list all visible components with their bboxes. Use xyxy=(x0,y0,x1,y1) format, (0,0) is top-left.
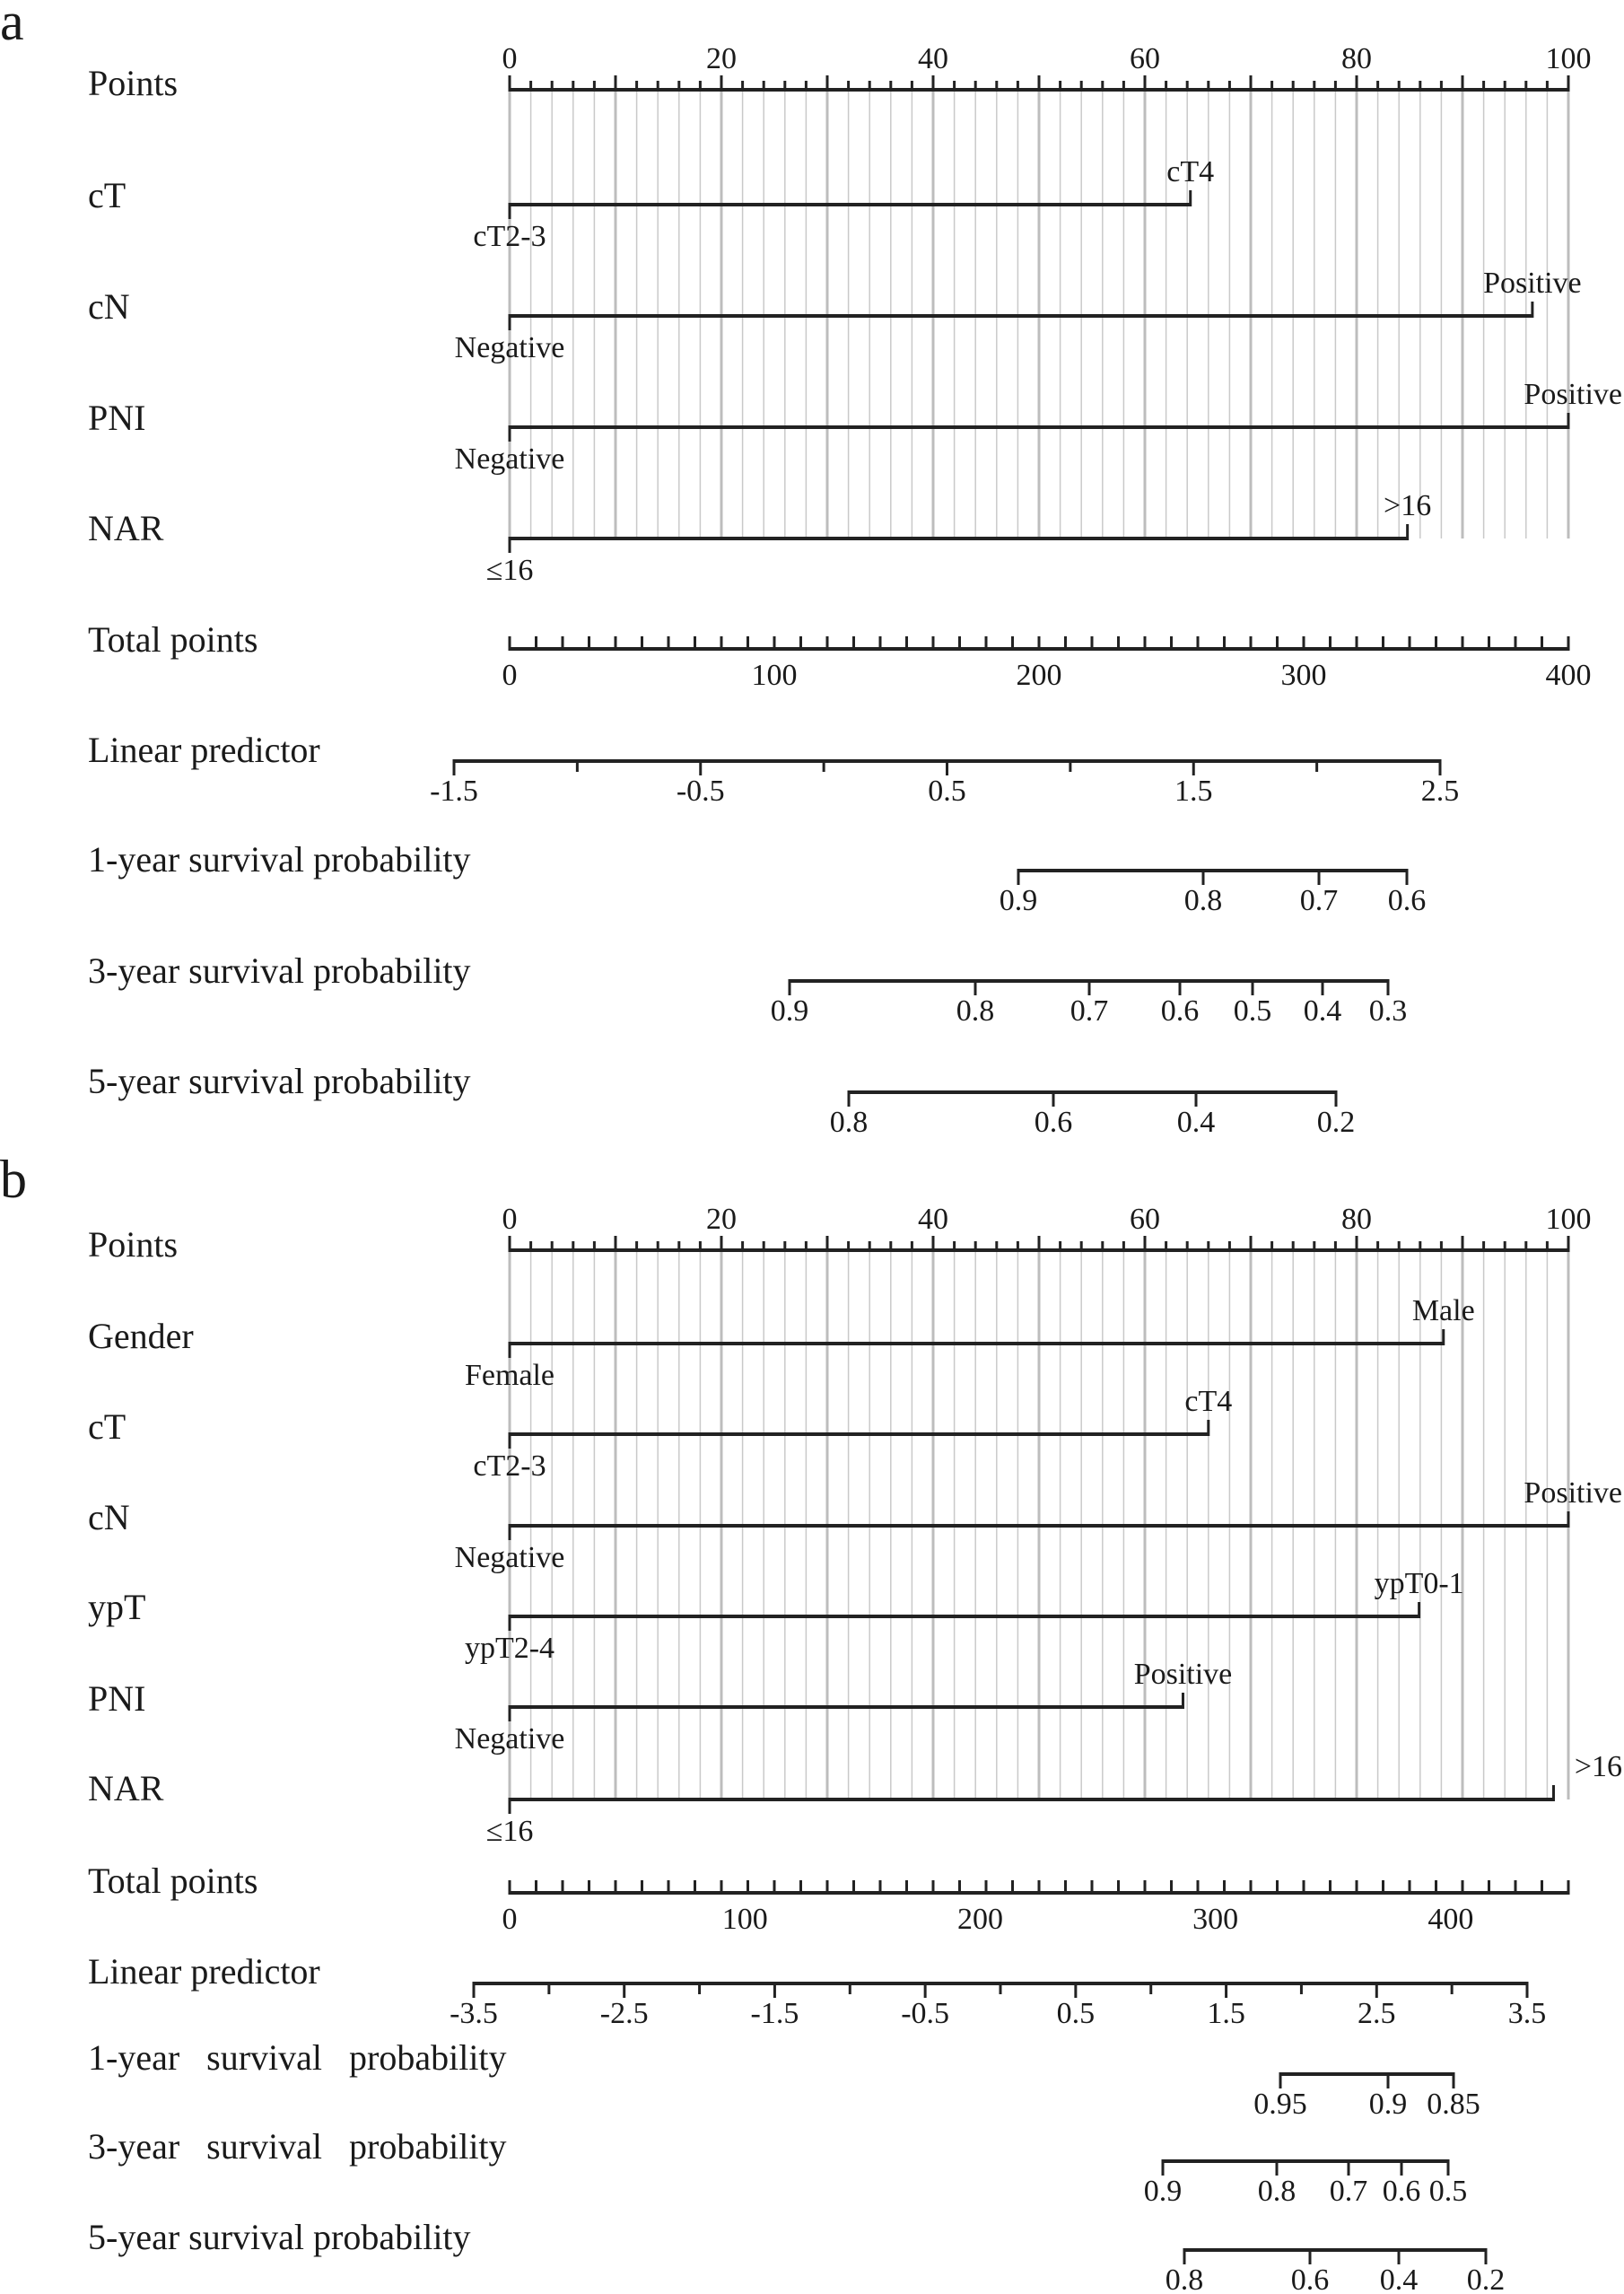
prob-tick-label: 0.8 xyxy=(956,994,995,1028)
row-label: NAR xyxy=(88,508,164,549)
prob-tick-label: 0.8 xyxy=(1183,884,1223,917)
factor-level-label: cT4 xyxy=(1184,1385,1233,1418)
prob-tick-label: 0.6 xyxy=(1387,884,1427,917)
prob-tick-label: 0.3 xyxy=(1368,994,1408,1028)
prob-tick-label: 0.7 xyxy=(1329,2175,1368,2208)
prob-tick-label: 0.9 xyxy=(999,884,1038,917)
row-gender xyxy=(88,1294,1475,1392)
row-pni xyxy=(88,378,1622,476)
total-tick-label: 200 xyxy=(956,1903,1003,1936)
row-label: Total points xyxy=(88,619,258,661)
row-cn xyxy=(88,1476,1622,1574)
row-1-year-survival-probability xyxy=(88,2037,1480,2121)
lp-tick-label: -2.5 xyxy=(599,1997,649,2030)
points-tick-label: 40 xyxy=(918,42,948,75)
row-label: cN xyxy=(88,1497,130,1538)
lp-tick-label: -1.5 xyxy=(430,775,478,808)
lp-tick-label: 1.5 xyxy=(1174,775,1213,808)
row-label: NAR xyxy=(88,1768,164,1809)
lp-tick-label: 0.5 xyxy=(1056,1997,1096,2030)
row-label: Gender xyxy=(88,1316,194,1357)
points-tick-label: 20 xyxy=(706,42,737,75)
points-tick-label: 20 xyxy=(706,1203,737,1236)
factor-level-label: >16 xyxy=(1384,489,1432,522)
points-tick-label: 80 xyxy=(1341,1203,1372,1236)
prob-tick-label: 0.85 xyxy=(1427,2088,1480,2121)
row-linear-predictor xyxy=(88,1951,1546,2030)
row-label: 1-year survival probability xyxy=(88,839,471,880)
lp-tick-label: 2.5 xyxy=(1358,1997,1396,2030)
factor-level-label: ≤16 xyxy=(485,554,534,587)
prob-tick-label: 0.6 xyxy=(1382,2175,1421,2208)
points-tick-label: 100 xyxy=(1545,42,1592,75)
lp-tick-label: 2.5 xyxy=(1420,775,1460,808)
total-tick-label: 400 xyxy=(1428,1903,1474,1936)
row-5-year-survival-probability xyxy=(88,2217,1505,2294)
row-1-year-survival-probability xyxy=(88,839,1426,917)
row-label: 5-year survival probability xyxy=(88,1061,471,1102)
row-nar xyxy=(88,1750,1622,1848)
row-label: ypT xyxy=(88,1587,146,1628)
prob-tick-label: 0.8 xyxy=(1165,2263,1204,2294)
lp-tick-label: -1.5 xyxy=(750,1997,799,2030)
prob-tick-label: 0.4 xyxy=(1379,2263,1419,2294)
row-label: Points xyxy=(88,1224,179,1265)
nomogram-panel-a xyxy=(0,0,1622,1139)
points-tick-label: 0 xyxy=(502,1203,518,1236)
prob-tick-label: 0.2 xyxy=(1466,2263,1506,2294)
row-label: cT xyxy=(88,1406,127,1448)
points-tick-label: 60 xyxy=(1130,1203,1160,1236)
row-5-year-survival-probability xyxy=(88,1061,1355,1139)
prob-tick-label: 0.5 xyxy=(1233,994,1272,1028)
row-total-points xyxy=(88,619,1592,692)
factor-level-label: ypT0-1 xyxy=(1374,1567,1464,1600)
prob-tick-label: 0.7 xyxy=(1299,884,1339,917)
total-tick-label: 0 xyxy=(502,1903,518,1936)
points-tick-label: 0 xyxy=(502,42,518,75)
row-label: 1-year survival probability xyxy=(88,2037,507,2079)
prob-tick-label: 0.7 xyxy=(1070,994,1109,1028)
row-label: Points xyxy=(88,63,179,104)
points-tick-label: 80 xyxy=(1341,42,1372,75)
prob-tick-label: 0.9 xyxy=(770,994,809,1028)
total-tick-label: 300 xyxy=(1192,1903,1239,1936)
lp-tick-label: -0.5 xyxy=(901,1997,950,2030)
factor-level-label: Negative xyxy=(454,1722,565,1756)
row-total-points xyxy=(88,1861,1568,1936)
points-tick-label: 100 xyxy=(1545,1203,1592,1236)
row-points xyxy=(88,42,1592,103)
factor-level-label: Positive xyxy=(1133,1658,1233,1691)
panel-letter: a xyxy=(0,0,24,51)
row-label: 3-year survival probability xyxy=(88,2126,507,2167)
total-tick-label: 100 xyxy=(751,659,798,692)
prob-tick-label: 0.6 xyxy=(1160,994,1200,1028)
factor-level-label: Positive xyxy=(1483,267,1582,300)
prob-tick-label: 0.8 xyxy=(829,1106,869,1139)
nomogram-panel-b xyxy=(0,1150,1622,2294)
factor-level-label: Positive xyxy=(1524,378,1622,411)
total-tick-label: 400 xyxy=(1545,659,1592,692)
factor-level-label: Positive xyxy=(1524,1476,1622,1510)
factor-level-label: Male xyxy=(1411,1294,1475,1327)
factor-level-label: cT2-3 xyxy=(473,220,546,253)
prob-tick-label: 0.4 xyxy=(1303,994,1342,1028)
row-points xyxy=(88,1203,1592,1265)
lp-tick-label: -0.5 xyxy=(676,775,725,808)
prob-tick-label: 0.9 xyxy=(1368,2088,1408,2121)
row-label: 3-year survival probability xyxy=(88,950,471,992)
points-tick-label: 60 xyxy=(1130,42,1160,75)
factor-level-label: cT2-3 xyxy=(473,1449,546,1483)
total-tick-label: 0 xyxy=(502,659,518,692)
factor-level-label: ypT2-4 xyxy=(464,1632,555,1665)
row-label: cN xyxy=(88,286,130,328)
row-3-year-survival-probability xyxy=(88,950,1407,1028)
total-tick-label: 300 xyxy=(1280,659,1327,692)
factor-level-label: Female xyxy=(464,1359,555,1392)
prob-tick-label: 0.6 xyxy=(1290,2263,1330,2294)
prob-tick-label: 0.4 xyxy=(1176,1106,1216,1139)
row-label: Linear predictor xyxy=(88,1951,320,1992)
row-ypt xyxy=(88,1567,1464,1665)
lp-tick-label: 3.5 xyxy=(1507,1997,1547,2030)
row-ct xyxy=(88,155,1214,253)
total-tick-label: 200 xyxy=(1016,659,1062,692)
lp-tick-label: -3.5 xyxy=(450,1997,498,2030)
prob-tick-label: 0.9 xyxy=(1143,2175,1183,2208)
factor-level-label: cT4 xyxy=(1166,155,1215,188)
factor-level-label: Negative xyxy=(454,442,565,476)
prob-tick-label: 0.8 xyxy=(1257,2175,1297,2208)
panel-letter: b xyxy=(0,1149,27,1209)
prob-tick-label: 0.6 xyxy=(1034,1106,1073,1139)
prob-tick-label: 0.5 xyxy=(1428,2175,1468,2208)
prob-tick-label: 0.95 xyxy=(1253,2088,1307,2121)
row-label: cT xyxy=(88,175,127,216)
total-tick-label: 100 xyxy=(721,1903,768,1936)
row-label: PNI xyxy=(88,398,146,439)
factor-level-label: >16 xyxy=(1574,1750,1622,1783)
prob-tick-label: 0.2 xyxy=(1316,1106,1356,1139)
factor-level-label: Negative xyxy=(454,331,565,364)
lp-tick-label: 1.5 xyxy=(1207,1997,1245,2030)
row-label: 5-year survival probability xyxy=(88,2217,471,2258)
row-label: Linear predictor xyxy=(88,730,320,771)
row-label: Total points xyxy=(88,1861,258,1902)
factor-level-label: ≤16 xyxy=(485,1815,534,1848)
row-3-year-survival-probability xyxy=(88,2126,1467,2208)
lp-tick-label: 0.5 xyxy=(928,775,966,808)
row-label: PNI xyxy=(88,1678,146,1720)
row-linear-predictor xyxy=(88,730,1459,808)
factor-level-label: Negative xyxy=(454,1541,565,1574)
points-tick-label: 40 xyxy=(918,1203,948,1236)
